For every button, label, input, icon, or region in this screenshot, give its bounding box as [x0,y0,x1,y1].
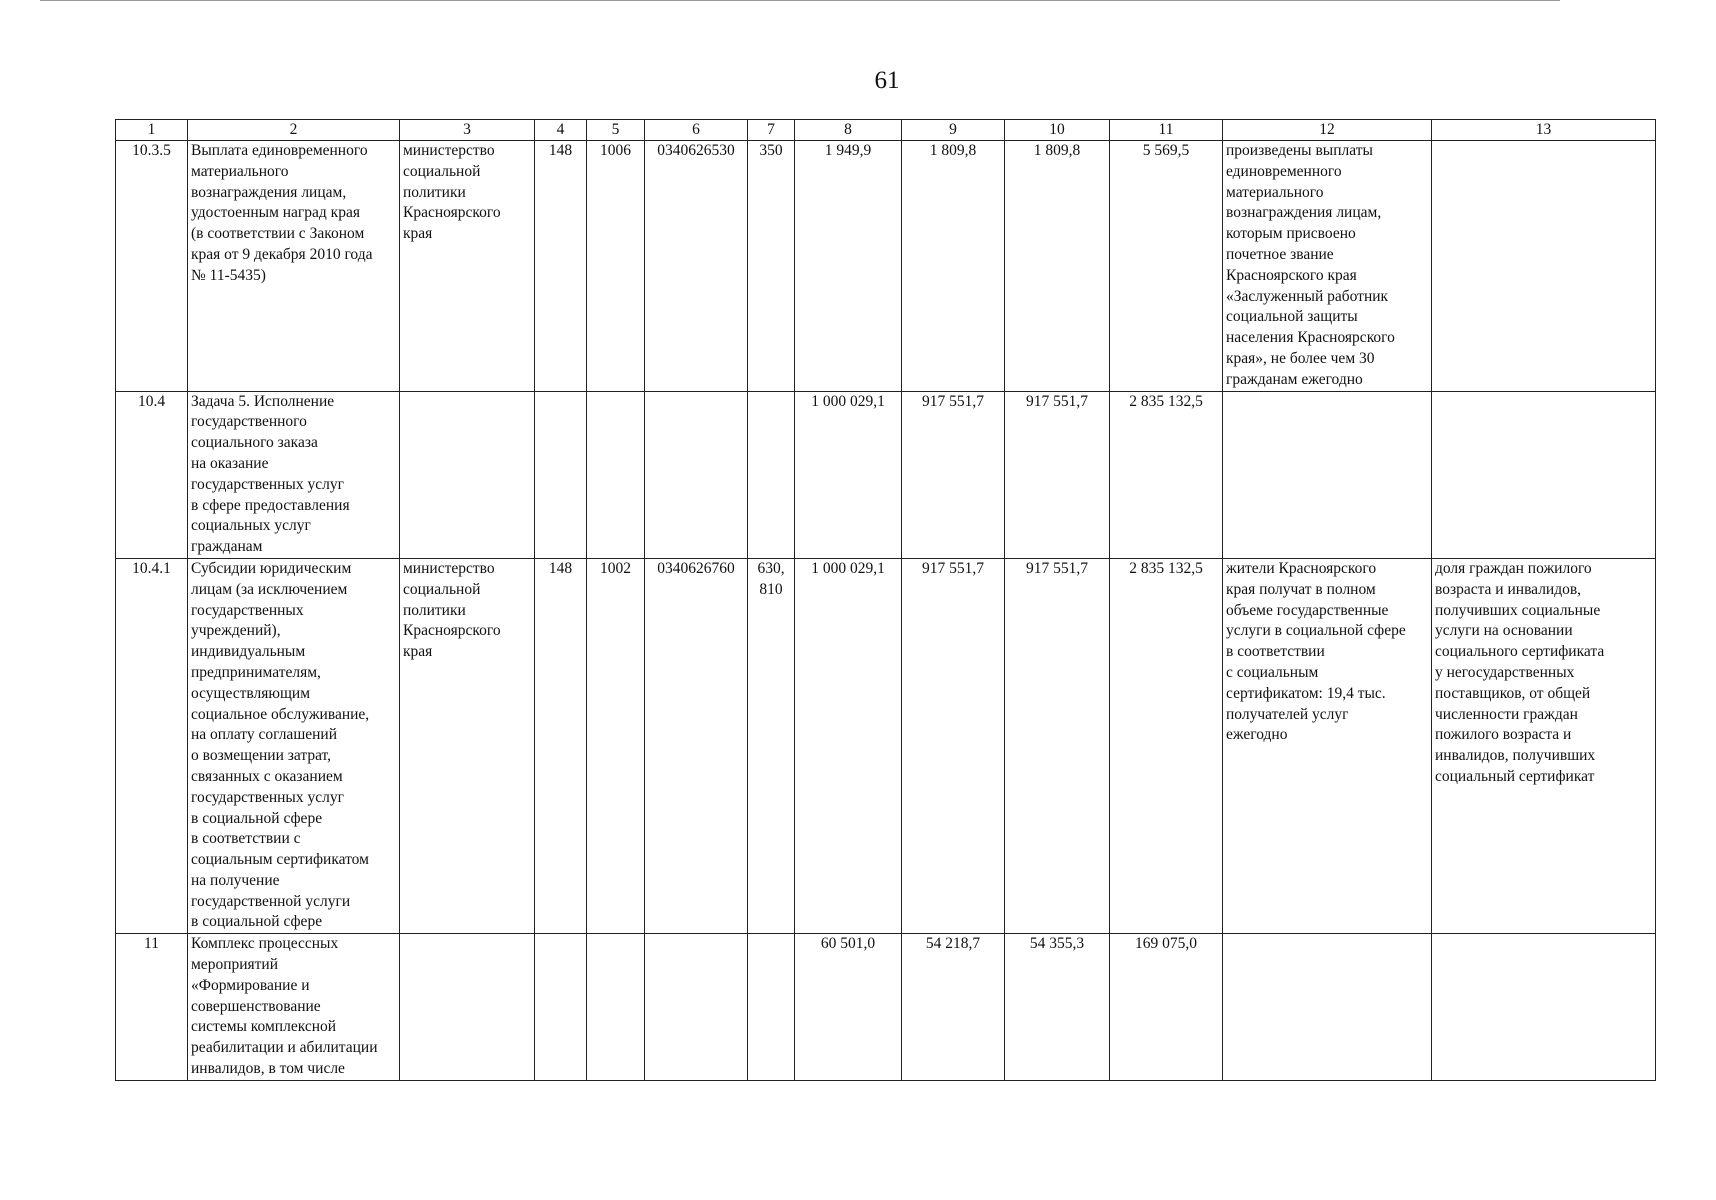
row-executor: министерство социальной политики Красноярского края [400,558,535,933]
row-total: 2 835 132,5 [1110,558,1223,933]
column-header: 3 [400,120,535,141]
row-vr: 630, 810 [748,558,795,933]
row-year3: 917 551,7 [1005,391,1110,558]
row-result: произведены выплаты единовременного материального вознаграждения лицам, которым присвоено почетное звание Красноярского края «Заслуженный работник социальной защиты населения Красноярского края», не более чем 30 гражданам ежегодно [1223,141,1432,392]
row-year2: 917 551,7 [902,391,1005,558]
table-row [116,391,1656,558]
row-code: 11 [116,934,188,1081]
row-executor [400,391,535,558]
row-grbs: 148 [535,558,587,933]
column-header: 10 [1005,120,1110,141]
row-grbs: 148 [535,141,587,392]
row-indicator [1432,391,1656,558]
column-header: 1 [116,120,188,141]
row-rzpr [587,934,645,1081]
row-result [1223,934,1432,1081]
row-executor: министерство социальной политики Красноярского края [400,141,535,392]
row-year1: 1 949,9 [795,141,902,392]
column-header: 13 [1432,120,1656,141]
column-number-row [116,120,1656,141]
column-header: 6 [645,120,748,141]
program-table [115,119,1656,1081]
column-header: 2 [188,120,400,141]
row-year3: 54 355,3 [1005,934,1110,1081]
row-year1: 1 000 029,1 [795,391,902,558]
top-border-line [40,0,1560,1]
row-year3: 1 809,8 [1005,141,1110,392]
row-indicator [1432,934,1656,1081]
row-csr: 0340626760 [645,558,748,933]
column-header: 8 [795,120,902,141]
row-year1: 1 000 029,1 [795,558,902,933]
row-year2: 1 809,8 [902,141,1005,392]
row-vr: 350 [748,141,795,392]
row-csr [645,391,748,558]
table-row [116,558,1656,933]
row-name: Субсидии юридическим лицам (за исключением государственных учреждений), индивидуальным предпринимателям, осуществляющим социальное обслуживание, на оплату соглашений о возмещении затрат, связанных с оказанием государственных услуг в социальной сфере в соответствии с социальным сертификатом на получение государственной услуги в социальной сфере [188,558,400,933]
page-number: 61 [874,67,900,94]
row-rzpr: 1006 [587,141,645,392]
row-year1: 60 501,0 [795,934,902,1081]
row-total: 169 075,0 [1110,934,1223,1081]
row-executor [400,934,535,1081]
row-year2: 917 551,7 [902,558,1005,933]
table-row [116,934,1656,1081]
row-code: 10.4.1 [116,558,188,933]
row-year2: 54 218,7 [902,934,1005,1081]
column-header: 12 [1223,120,1432,141]
row-year3: 917 551,7 [1005,558,1110,933]
row-result [1223,391,1432,558]
row-code: 10.4 [116,391,188,558]
column-header: 9 [902,120,1005,141]
row-indicator: доля граждан пожилого возраста и инвалидов, получивших социальные услуги на основании социального сертификата у негосударственных поставщиков, от общей численности граждан пожилого возраста и инвалидов, получивших социальный сертификат [1432,558,1656,933]
row-name: Задача 5. Исполнение государственного социального заказа на оказание государственных услуг в сфере предоставления социальных услуг гражданам [188,391,400,558]
row-grbs [535,391,587,558]
column-header: 7 [748,120,795,141]
table-row [116,141,1656,392]
row-total: 5 569,5 [1110,141,1223,392]
row-rzpr: 1002 [587,558,645,933]
row-vr [748,391,795,558]
row-total: 2 835 132,5 [1110,391,1223,558]
row-csr [645,934,748,1081]
column-header: 11 [1110,120,1223,141]
row-vr [748,934,795,1081]
row-code: 10.3.5 [116,141,188,392]
row-grbs [535,934,587,1081]
row-rzpr [587,391,645,558]
row-name: Выплата единовременного материального вознаграждения лицам, удостоенным наград края (в соответствии с Законом края от 9 декабря 2010 года № 11-5435) [188,141,400,392]
row-name: Комплекс процессных мероприятий «Формирование и совершенствование системы комплексной реабилитации и абилитации инвалидов, в том числе [188,934,400,1081]
row-result: жители Красноярского края получат в полном объеме государственные услуги в социальной сфере в соответствии с социальным сертификатом: 19,4 тыс. получателей услуг ежегодно [1223,558,1432,933]
column-header: 5 [587,120,645,141]
row-indicator [1432,141,1656,392]
row-csr: 0340626530 [645,141,748,392]
column-header: 4 [535,120,587,141]
